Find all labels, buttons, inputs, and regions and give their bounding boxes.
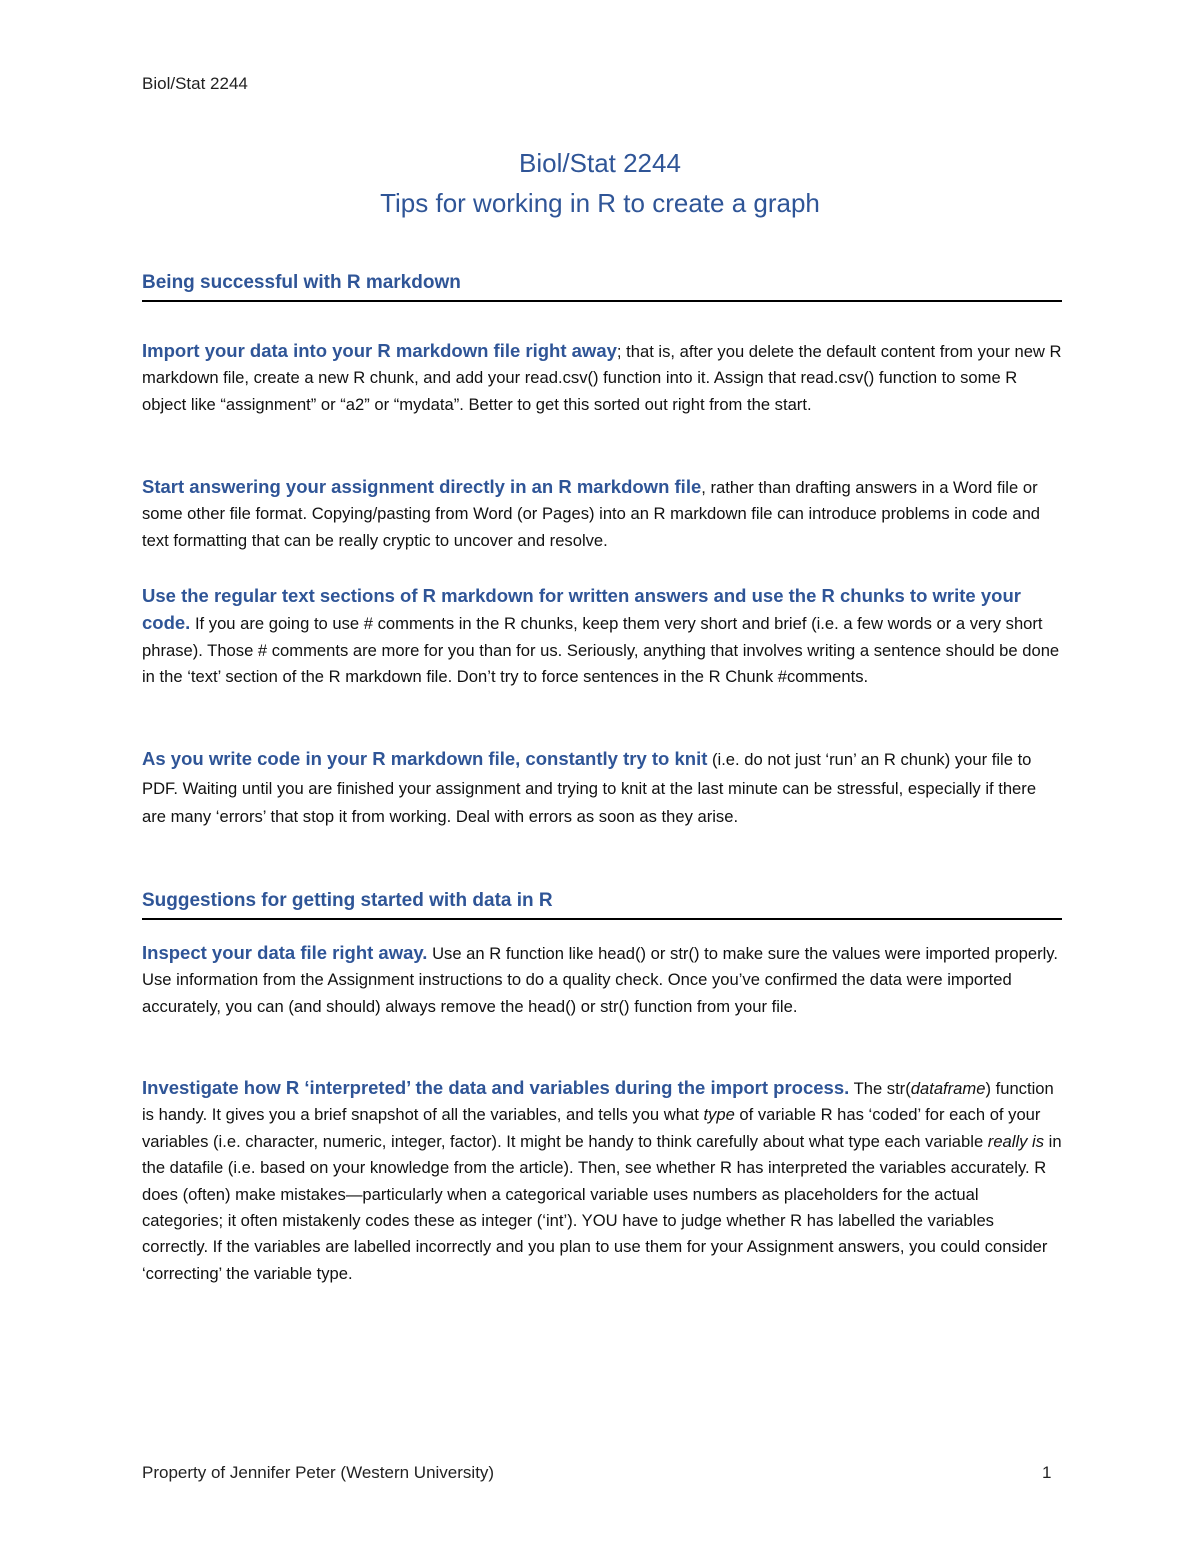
paragraph-text: ) function is handy. It gives you a brief snapshot of all the variables, and tells you what	[142, 1079, 1054, 1125]
page-number: 1	[1042, 1463, 1052, 1482]
paragraph-lead: Import your data into your R markdown file right away	[142, 340, 617, 361]
paragraph-body: , rather than drafting answers in a Word file or some other file format. Copying/pasting from Word (or Pages) into an R markdown file can introduce problems in code and text formatting that can be really cryptic to uncover and resolve.	[142, 478, 1041, 550]
paragraph-knit-often	[142, 745, 1062, 832]
paragraph-investigate-types	[142, 1075, 1062, 1287]
paragraph-text: of variable R has ‘coded’ for each of your variables (i.e. character, numeric, integer, factor). It might be handy to think carefully about what type each variable	[142, 1105, 1041, 1151]
paragraph-lead: Start answering your assignment directly in an R markdown file	[142, 476, 702, 497]
section-heading-r-markdown: Being successful with R markdown	[142, 272, 1062, 302]
paragraph-text-sections	[142, 583, 1062, 691]
italic-term: dataframe	[910, 1079, 986, 1098]
paragraph-lead: As you write code in your R markdown file, constantly try to knit	[142, 748, 708, 769]
paragraph-start-answering	[142, 474, 1062, 554]
title-course: Biol/Stat 2244	[519, 148, 681, 178]
title-main: Tips for working in R to create a graph	[380, 188, 820, 218]
paragraph-text: The str(	[849, 1079, 911, 1098]
paragraph-lead: Use the regular text sections of R markdown for written answers and use the R chunks to write your code.	[142, 585, 1021, 634]
section-heading-data-in-r: Suggestions for getting started with data in R	[142, 890, 1062, 920]
running-header: Biol/Stat 2244	[142, 74, 248, 93]
paragraph-inspect-data	[142, 940, 1062, 1020]
paragraph-body: If you are going to use # comments in the R chunks, keep them very short and brief (i.e. a few words or a very short phrase). Those # comments are more for you than for us. Seriously, anything that involves writing a sentence should be done in the ‘text’ section of the R markdown file. Don’t try to force sentences in the R Chunk #comments.	[142, 614, 1060, 687]
paragraph-body: ; that is, after you delete the default content from your new R markdown file, create a new R chunk, and add your read.csv() function into it. Assign that read.csv() function to some R object like “assignment” or “a2” or “mydata”. Better to get this sorted out right from the start.	[142, 342, 1062, 414]
paragraph-text: in the datafile (i.e. based on your knowledge from the article). Then, see whether R has interpreted the variables accurately. R does (often) make mistakes—particularly when a categorical variable uses numbers as placeholders for the actual categories; it often mistakenly codes these as integer (‘int’). YOU have to judge whether R has labelled the variables correctly. If the variables are labelled incorrectly and you plan to use them for your Assignment answers, you could consider ‘correcting’ the variable type.	[142, 1131, 1062, 1283]
paragraph-lead: Investigate how R ‘interpreted’ the data and variables during the import process.	[142, 1077, 850, 1098]
paragraph-body: (i.e. do not just ‘run’ an R chunk) your file to PDF. Waiting until you are finished your assignment and trying to knit at the last minute can be stressful, especially if there are many ‘errors’ that stop it from working. Deal with errors as soon as they arise.	[142, 750, 1037, 826]
paragraph-body: Use an R function like head() or str() to make sure the values were imported properly. Use information from the Assignment instructions to do a quality check. Once you’ve confirmed the data were imported accurately, you can (and should) always remove the head() or str() function from your file.	[142, 944, 1058, 1016]
paragraph-import-data	[142, 338, 1062, 418]
italic-term: really is	[987, 1131, 1045, 1151]
italic-term: type	[703, 1105, 735, 1125]
footer-attribution: Property of Jennifer Peter (Western University)	[142, 1463, 495, 1482]
paragraph-lead: Inspect your data file right away.	[142, 942, 428, 963]
title-block	[0, 143, 1200, 223]
